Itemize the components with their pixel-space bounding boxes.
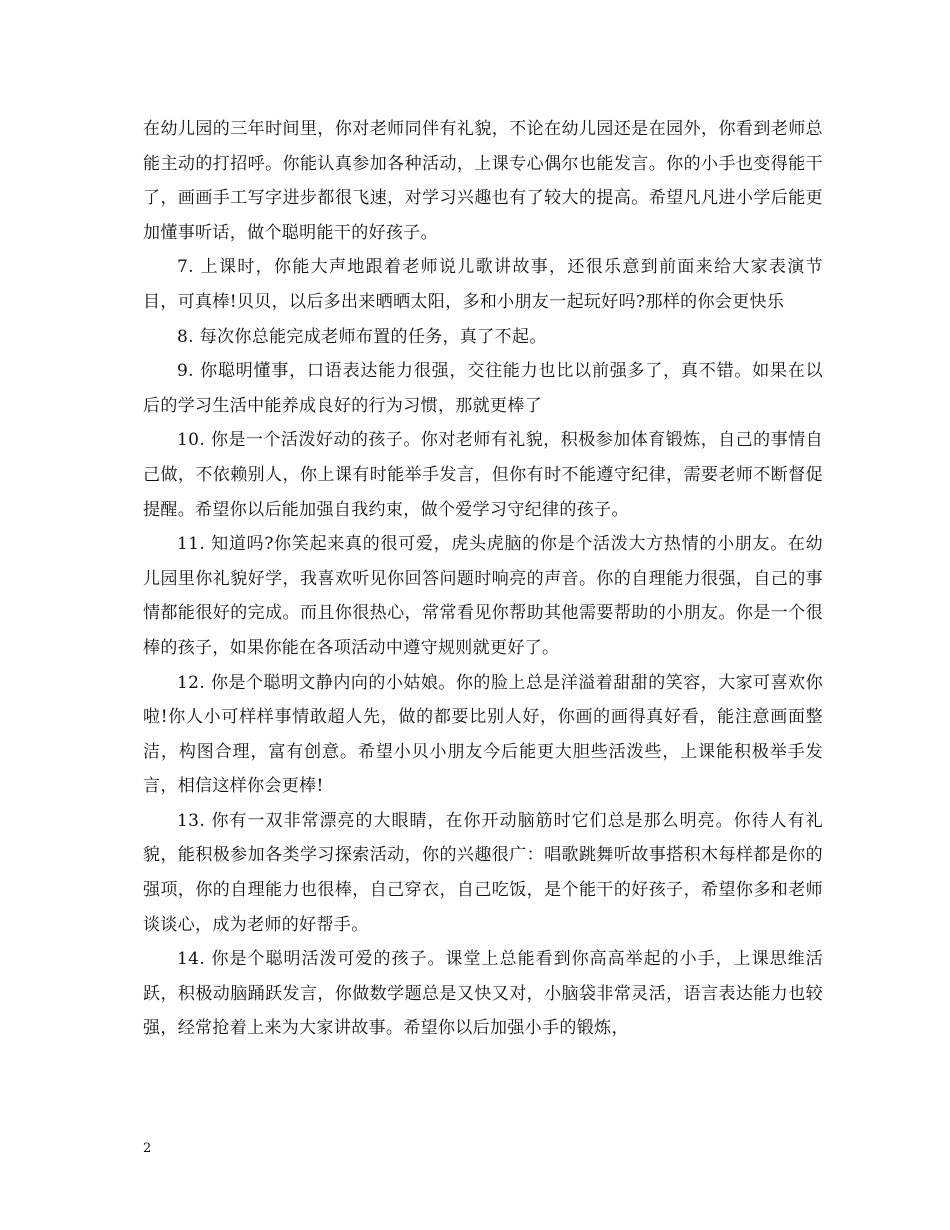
paragraph-item-7: 7. 上课时，你能大声地跟着老师说儿歌讲故事，还很乐意到前面来给大家表演节目，可真棒!贝贝，以后多出来晒晒太阳，多和小朋友一起玩好吗?那样的你会更快乐	[143, 257, 823, 312]
paragraph-item-8: 8. 每次你总能完成老师布置的任务，真了不起。	[177, 326, 547, 347]
paragraph-item-9: 9. 你聪明懂事，口语表达能力很强，交往能力也比以前强多了，真不错。如果在以后的学习生活中能养成良好的行为习惯，那就更棒了	[143, 361, 823, 416]
paragraph-item-11: 11. 知道吗?你笑起来真的很可爱，虎头虎脑的你是个活泼大方热情的小朋友。在幼儿园里你礼貌好学，我喜欢听见你回答问题时响亮的声音。你的自理能力很强，自己的事情都能很好的完成。而且你很热心，常常看见你帮助其他需要帮助的小朋友。你是一个很棒的孩子，如果你能在各项活动中遵守规则就更好了。	[143, 534, 823, 658]
paragraph-continuation: 在幼儿园的三年时间里，你对老师同伴有礼貌，不论在幼儿园还是在园外，你看到老师总能主动的打招呼。你能认真参加各种活动，上课专心偶尔也能发言。你的小手也变得能干了，画画手工写字进步都很飞速，对学习兴趣也有了较大的提高。希望凡凡进小学后能更加懂事听话，做个聪明能干的好孩子。	[143, 119, 823, 243]
paragraph-item-10: 10. 你是一个活泼好动的孩子。你对老师有礼貌，积极参加体育锻炼，自己的事情自己做，不依赖别人，你上课有时能举手发言，但你有时不能遵守纪律，需要老师不断督促提醒。希望你以后能加强自我约束，做个爱学习守纪律的孩子。	[143, 430, 823, 520]
page-number: 2	[143, 1141, 152, 1156]
paragraph-item-12: 12. 你是个聪明文静内向的小姑娘。你的脸上总是洋溢着甜甜的笑容，大家可喜欢你啦!你人小可样样事情敢超人先，做的都要比别人好，你画的画得真好看，能注意画面整洁，构图合理，富有创意。希望小贝小朋友今后能更大胆些活泼些，上课能积极举手发言，相信这样你会更棒!	[143, 672, 823, 797]
body-text	[143, 112, 823, 1046]
paragraph-item-14: 14. 你是个聪明活泼可爱的孩子。课堂上总能看到你高高举起的小手，上课思维活跃，积极动脑踊跃发言，你做数学题总是又快又对，小脑袋非常灵活，语言表达能力也较强，经常抢着上来为大家讲故事。希望你以后加强小手的锻炼，	[143, 949, 823, 1039]
paragraph-item-13: 13. 你有一双非常漂亮的大眼睛，在你开动脑筋时它们总是那么明亮。你待人有礼貌，能积极参加各类学习探索活动，你的兴趣很广：唱歌跳舞听故事搭积木每样都是你的强项，你的自理能力也很棒，自己穿衣，自己吃饭，是个能干的好孩子，希望你多和老师谈谈心，成为老师的好帮手。	[143, 810, 823, 935]
